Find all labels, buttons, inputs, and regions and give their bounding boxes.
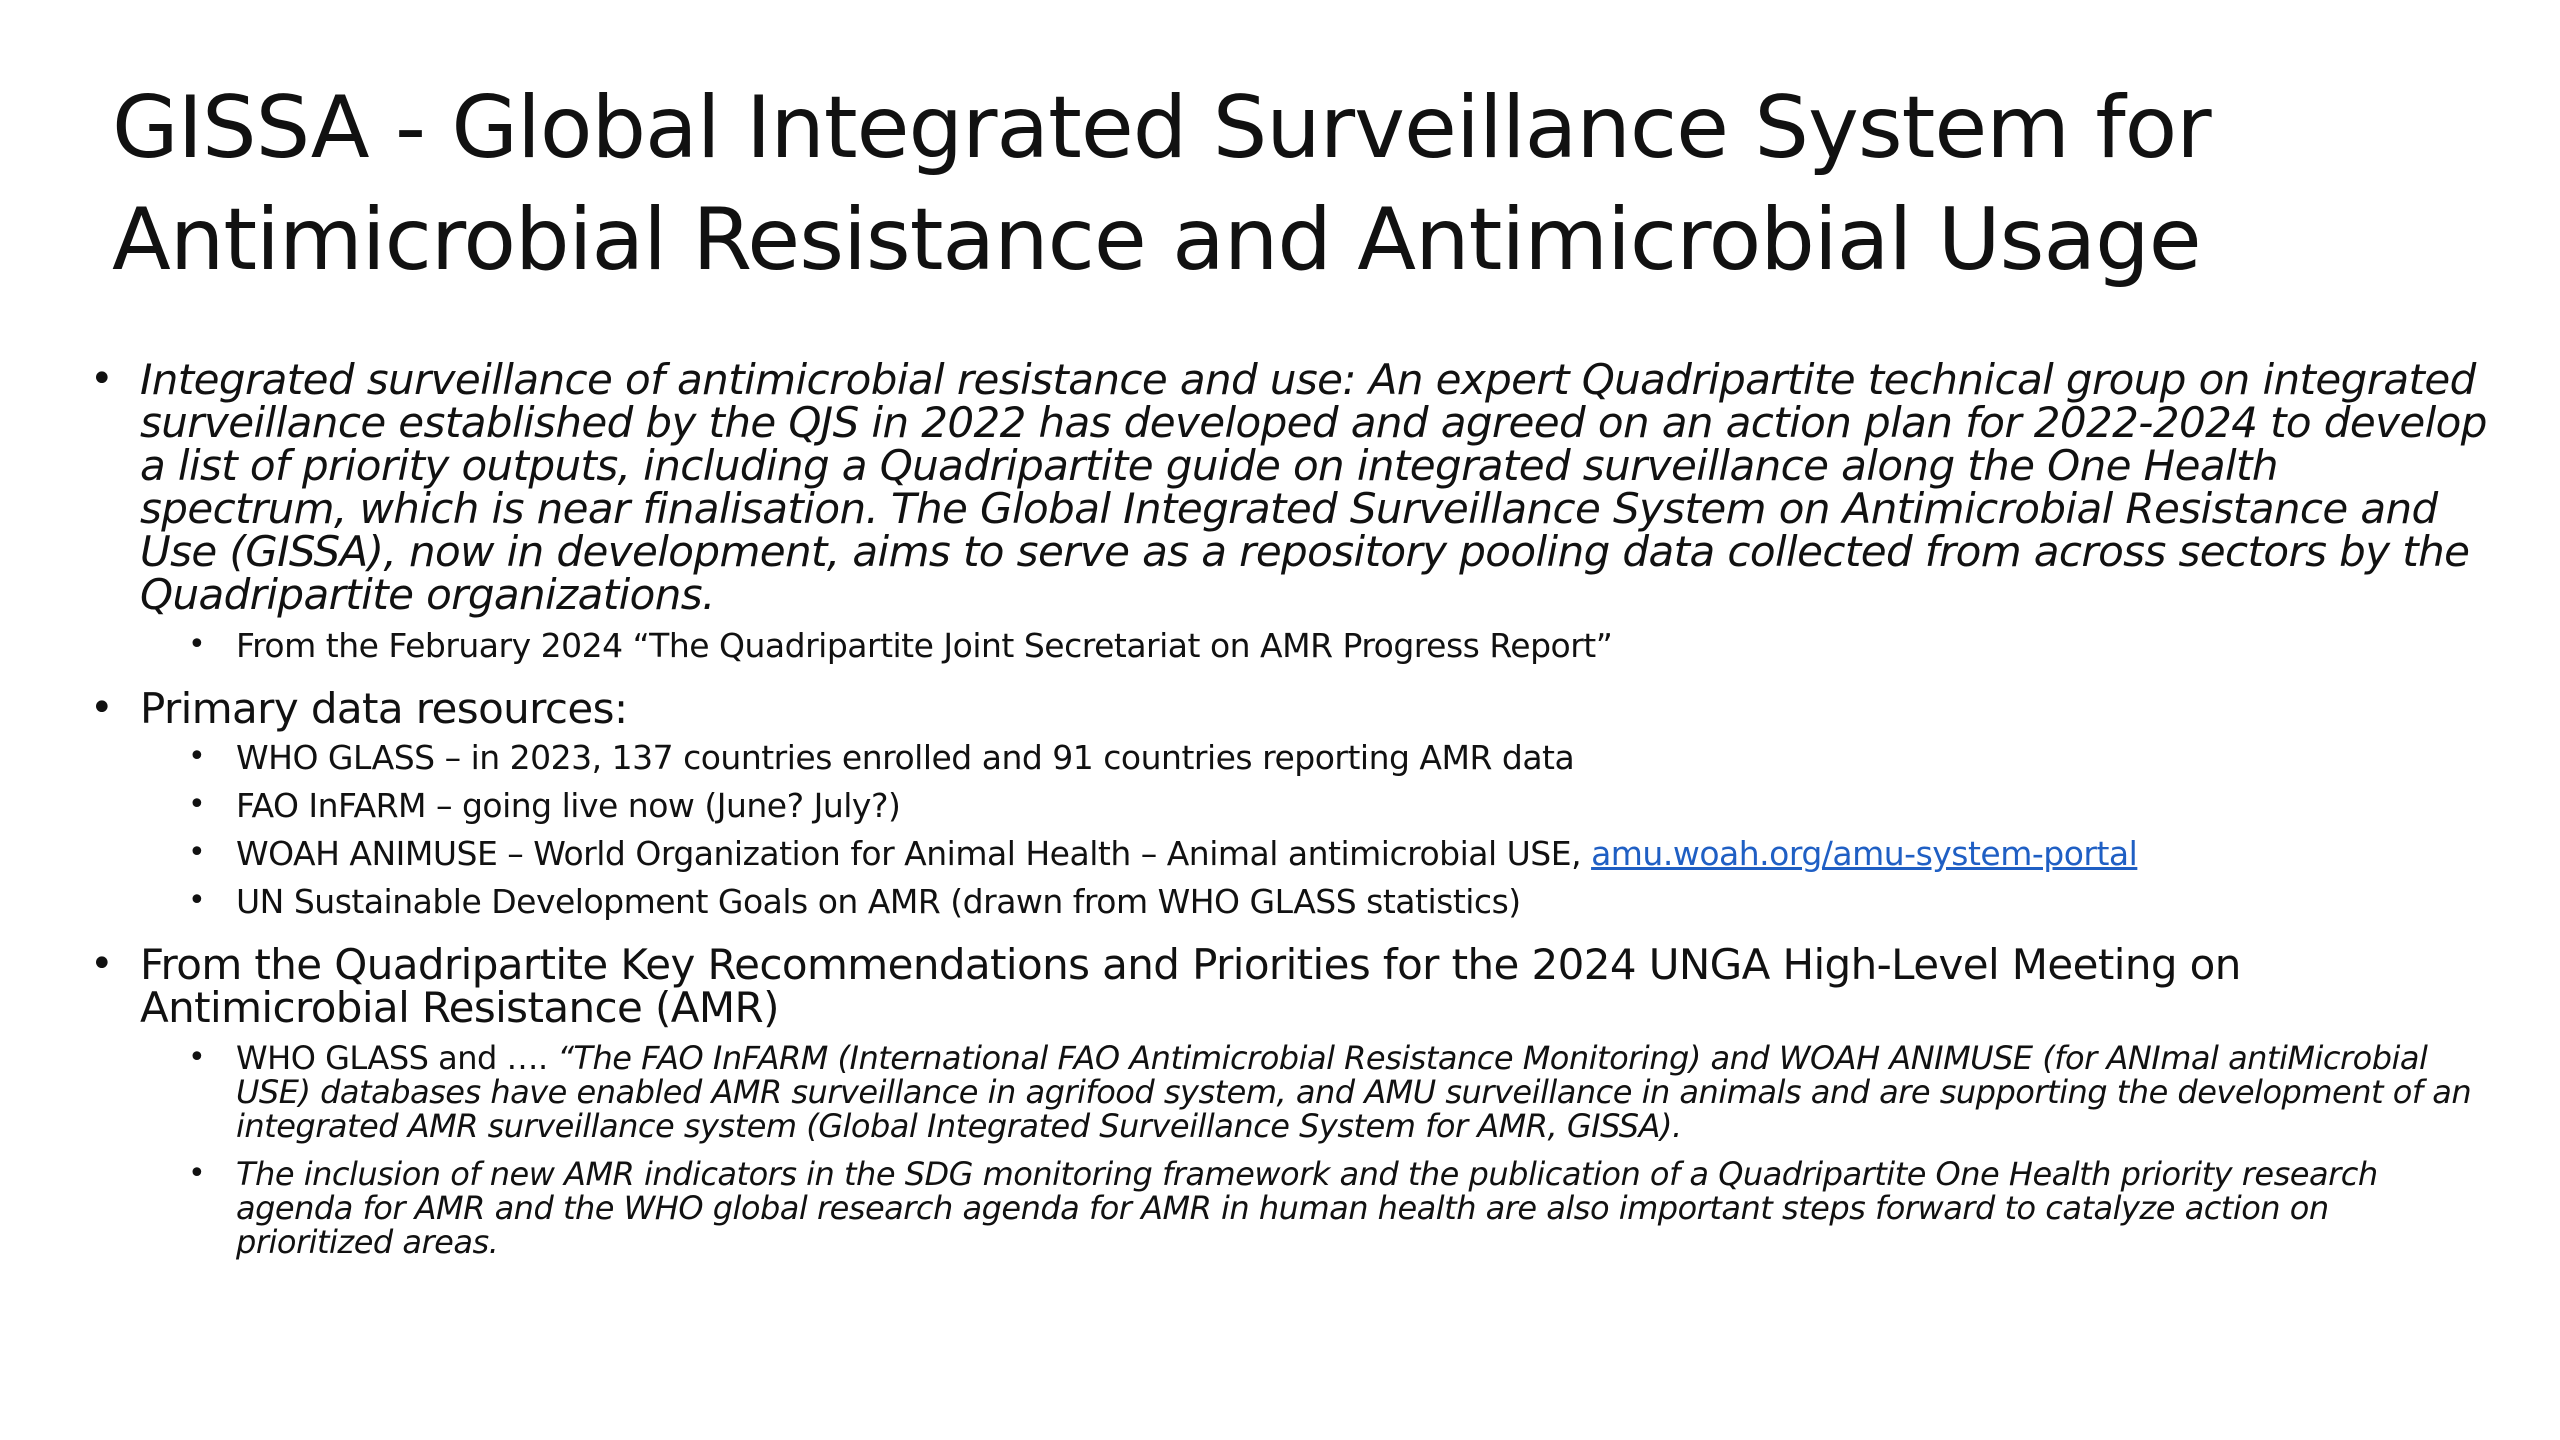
bullet-dot: • (188, 1040, 206, 1075)
bullet-dot: • (188, 835, 206, 870)
bullet-text: Integrated surveillance of antimicrobial resistance and use: An expert Quadripartite technical group on integrated surveillance established by the QJS in 2022 has developed and agreed on an action plan for 2022-2024 to develop a list of priority outputs, including a Quadripartite guide on integrated surveillance along the One Health spectrum, which is near finalisation. The Global Integrated Surveillance System on Antimicrobial Resistance and Use (GISSA), now in development, aims to serve as a repository pooling data collected from across sectors by the Quadripartite organizations. (140, 355, 2487, 619)
bullet-quadripartite-recommendations (90, 940, 2490, 1032)
sub-bullet-who-glass (188, 740, 2490, 775)
woah-description: WOAH ANIMUSE – World Organization for Animal Health – Animal antimicrobial USE, (236, 834, 1592, 873)
slide-title: GISSA - Global Integrated Surveillance System for Antimicrobial Resistance and Antimicrobial Usage (112, 78, 2211, 290)
bullet-dot: • (188, 883, 206, 918)
amu-portal-link[interactable]: amu.woah.org/amu-system-portal (1591, 834, 2138, 873)
bullet-dot: • (188, 739, 206, 774)
bullet-text: Primary data resources: (140, 684, 628, 733)
bullet-dot: • (188, 787, 206, 822)
sub-bullet-list (188, 628, 2490, 663)
sub-bullet-text: The inclusion of new AMR indicators in the SDG monitoring framework and the publication of a Quadripartite One Health priority research agenda for AMR and the WHO global research agenda for AMR in human health are also important steps forward to catalyze action on prioritized areas. (236, 1155, 2378, 1261)
bullet-dot: • (90, 685, 114, 731)
bullet-text: From the Quadripartite Key Recommendations and Priorities for the 2024 UNGA High-Level Meeting on Antimicrobial Resistance (AMR) (140, 940, 2241, 1032)
sub-bullet-woah-animuse (188, 836, 2490, 871)
sub-bullet-text: From the February 2024 “The Quadripartite Joint Secretariat on AMR Progress Report” (236, 626, 1613, 665)
bullet-primary-data-resources (90, 684, 2490, 733)
bullet-dot: • (90, 356, 114, 402)
sub-bullet-source (188, 628, 2490, 663)
sub-bullet-glass-quote (188, 1041, 2490, 1143)
sub-bullet-list (188, 1041, 2490, 1259)
sub-bullet-fao-infarm (188, 788, 2490, 823)
sub-bullet-text (236, 1041, 2490, 1143)
sub-bullet-text (236, 836, 2490, 871)
bullet-integrated-surveillance (90, 355, 2490, 619)
sub-bullet-text: WHO GLASS – in 2023, 137 countries enrolled and 91 countries reporting AMR data (236, 738, 1575, 777)
slide-content (90, 355, 2490, 1261)
bullet-dot: • (188, 627, 206, 662)
sub-bullet-text: UN Sustainable Development Goals on AMR (drawn from WHO GLASS statistics) (236, 882, 1521, 921)
bullet-dot: • (90, 941, 114, 987)
sub-bullet-list (188, 740, 2490, 919)
sub-bullet-sdg-indicators (188, 1157, 2490, 1259)
sub-bullet-text: FAO InFARM – going live now (June? July?) (236, 786, 901, 825)
glass-quote: “The FAO InFARM (International FAO Antimicrobial Resistance Monitoring) and WOAH ANIMUSE (for ANImal antiMicrobial USE) databases have enabled AMR surveillance in agrifood system, and AMU surveillance in animals and are supporting the development of an integrated AMR surveillance system (Global Integrated Surveillance System for AMR, GISSA). (236, 1039, 2472, 1145)
sub-bullet-un-sdg (188, 884, 2490, 919)
glass-prefix: WHO GLASS and …. (236, 1039, 558, 1077)
bullet-dot: • (188, 1156, 206, 1191)
